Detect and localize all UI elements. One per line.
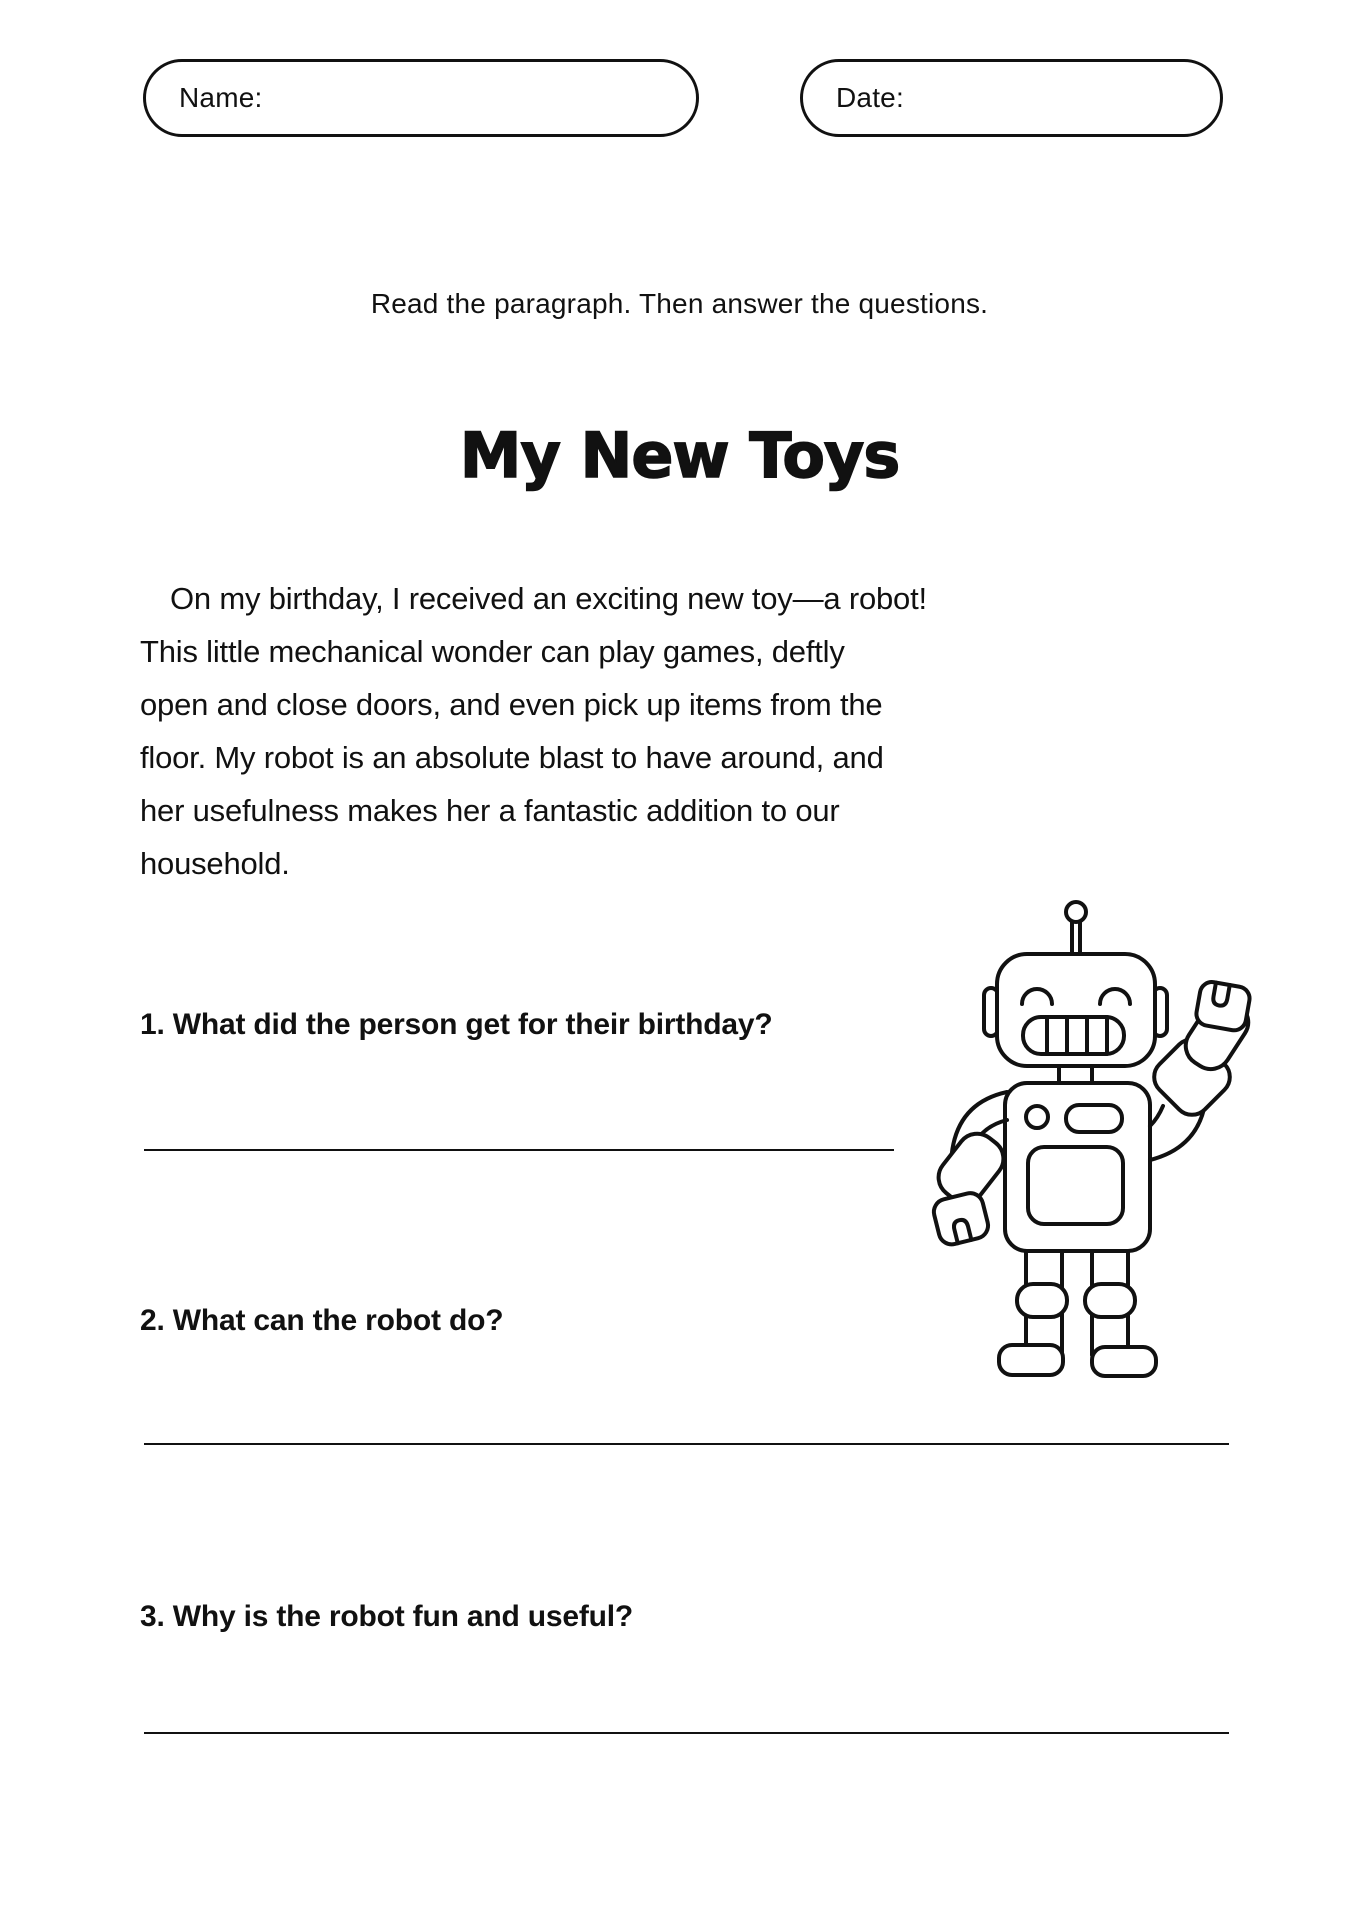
robot-foot	[999, 1345, 1063, 1375]
robot-knee	[1017, 1284, 1067, 1317]
date-field[interactable]	[800, 59, 1223, 137]
question-3: 3. Why is the robot fun and useful?	[140, 1600, 633, 1633]
reading-passage	[140, 572, 970, 890]
passage-line: On my birthday, I received an exciting new toy—a robot!	[170, 581, 927, 616]
passage-line: floor. My robot is an absolute blast to have around, and	[140, 740, 884, 775]
robot-chest-button	[1026, 1106, 1048, 1128]
passage-line: This little mechanical wonder can play games, deftly	[140, 634, 845, 669]
instruction-text: Read the paragraph. Then answer the questions.	[370, 288, 989, 319]
question-2: 2. What can the robot do?	[140, 1304, 504, 1337]
passage-line: household.	[140, 846, 290, 881]
passage-line: open and close doors, and even pick up items from the	[140, 687, 883, 722]
answer-line-3[interactable]	[144, 1732, 1229, 1734]
question-1: 1. What did the person get for their birthday?	[140, 1008, 773, 1041]
robot-illustration	[920, 895, 1270, 1390]
name-label: Name:	[179, 82, 263, 113]
robot-foot	[1092, 1347, 1156, 1376]
robot-antenna-ball	[1066, 902, 1086, 922]
robot-chest-screen	[1028, 1147, 1123, 1224]
worksheet-title: My New Toys	[459, 419, 900, 492]
answer-line-1[interactable]	[144, 1149, 894, 1151]
date-label: Date:	[836, 82, 904, 113]
robot-knee	[1085, 1284, 1135, 1317]
name-field[interactable]	[143, 59, 699, 137]
passage-line: her usefulness makes her a fantastic addition to our	[140, 793, 840, 828]
robot-chest-slot	[1066, 1105, 1122, 1132]
answer-line-2[interactable]	[144, 1443, 1229, 1445]
